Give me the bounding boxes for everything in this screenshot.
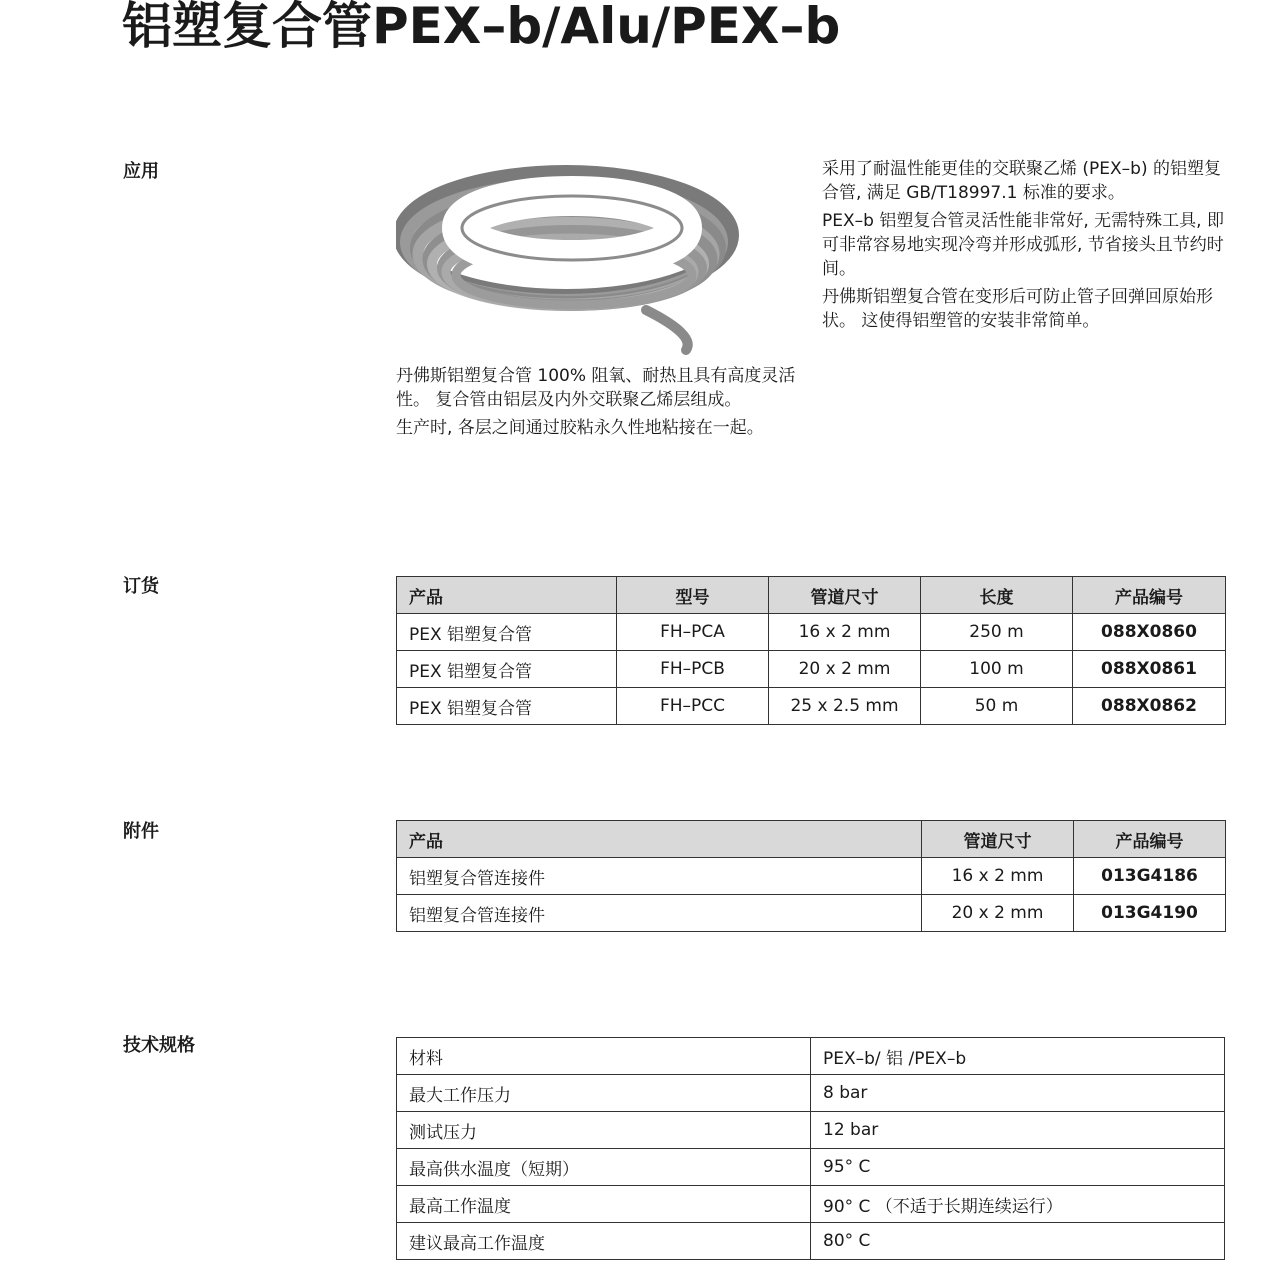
spec-value: 95° C <box>811 1149 1225 1186</box>
table-cell: FH–PCB <box>617 651 769 688</box>
order-table <box>396 576 1226 725</box>
table-header-row <box>397 821 1226 858</box>
table-cell: 16 x 2 mm <box>769 614 921 651</box>
table-cell: 铝塑复合管连接件 <box>397 895 922 932</box>
description-paragraph: 丹佛斯铝塑复合管在变形后可防止管子回弹回原始形状。 这使得铝塑管的安装非常简单。 <box>822 287 1213 331</box>
spec-value: 90° C （不适于长期连续运行） <box>811 1186 1225 1223</box>
column-header: 管道尺寸 <box>922 821 1074 858</box>
table-row <box>397 895 1226 932</box>
column-header: 型号 <box>617 577 769 614</box>
table-cell: 20 x 2 mm <box>922 895 1074 932</box>
page-title: 铝塑复合管PEX–b/Alu/PEX–b <box>122 0 841 55</box>
table-cell: 20 x 2 mm <box>769 651 921 688</box>
table-cell: 088X0861 <box>1073 651 1226 688</box>
table-cell: PEX 铝塑复合管 <box>397 688 617 725</box>
spec-table <box>396 1037 1225 1260</box>
table-cell: 088X0860 <box>1073 614 1226 651</box>
table-cell: PEX 铝塑复合管 <box>397 651 617 688</box>
spec-label: 测试压力 <box>397 1112 811 1149</box>
table-cell: FH–PCC <box>617 688 769 725</box>
column-header: 产品编号 <box>1073 577 1226 614</box>
column-header: 产品 <box>397 577 617 614</box>
spec-value: 80° C <box>811 1223 1225 1260</box>
table-cell: 013G4190 <box>1074 895 1226 932</box>
section-label-specs: 技术规格 <box>123 1035 195 1056</box>
table-cell: 25 x 2.5 mm <box>769 688 921 725</box>
spec-label: 建议最高工作温度 <box>397 1223 811 1260</box>
accessory-table <box>396 820 1226 932</box>
table-row <box>397 1075 1225 1112</box>
spec-label: 最大工作压力 <box>397 1075 811 1112</box>
spec-label: 最高工作温度 <box>397 1186 811 1223</box>
spec-value: 8 bar <box>811 1075 1225 1112</box>
caption-paragraph: 生产时, 各层之间通过胶粘永久性地粘接在一起。 <box>396 418 764 438</box>
pipe-coil-image <box>396 160 746 360</box>
caption-paragraph: 丹佛斯铝塑复合管 100% 阻氧、耐热且具有高度灵活性。 复合管由铝层及内外交联聚乙烯层组成。 <box>396 366 796 410</box>
table-row <box>397 1186 1225 1223</box>
column-header: 管道尺寸 <box>769 577 921 614</box>
table-row <box>397 1112 1225 1149</box>
section-label-accessories: 附件 <box>123 821 159 842</box>
table-row <box>397 1038 1225 1075</box>
table-cell: PEX 铝塑复合管 <box>397 614 617 651</box>
section-label-ordering: 订货 <box>123 576 159 597</box>
table-cell: 088X0862 <box>1073 688 1226 725</box>
description-paragraph: PEX–b 铝塑复合管灵活性能非常好, 无需特殊工具, 即可非常容易地实现冷弯并形成弧形, 节省接头且节约时间。 <box>822 211 1224 279</box>
table-cell: 16 x 2 mm <box>922 858 1074 895</box>
column-header: 长度 <box>921 577 1073 614</box>
image-caption <box>396 364 806 444</box>
column-header: 产品 <box>397 821 922 858</box>
table-row <box>397 651 1226 688</box>
table-cell: FH–PCA <box>617 614 769 651</box>
spec-label: 材料 <box>397 1038 811 1075</box>
table-cell: 50 m <box>921 688 1073 725</box>
table-cell: 013G4186 <box>1074 858 1226 895</box>
spec-label: 最高供水温度（短期） <box>397 1149 811 1186</box>
table-row <box>397 614 1226 651</box>
table-row <box>397 1149 1225 1186</box>
spec-value: PEX–b/ 铝 /PEX–b <box>811 1038 1225 1075</box>
table-row <box>397 688 1226 725</box>
table-row <box>397 858 1226 895</box>
spec-value: 12 bar <box>811 1112 1225 1149</box>
description-paragraph: 采用了耐温性能更佳的交联聚乙烯 (PEX–b) 的铝塑复合管, 满足 GB/T18997.1 标准的要求。 <box>822 159 1222 203</box>
table-cell: 铝塑复合管连接件 <box>397 858 922 895</box>
section-label-application: 应用 <box>123 161 159 182</box>
table-row <box>397 1223 1225 1260</box>
column-header: 产品编号 <box>1074 821 1226 858</box>
table-header-row <box>397 577 1226 614</box>
table-cell: 100 m <box>921 651 1073 688</box>
description-text <box>822 157 1232 337</box>
table-cell: 250 m <box>921 614 1073 651</box>
